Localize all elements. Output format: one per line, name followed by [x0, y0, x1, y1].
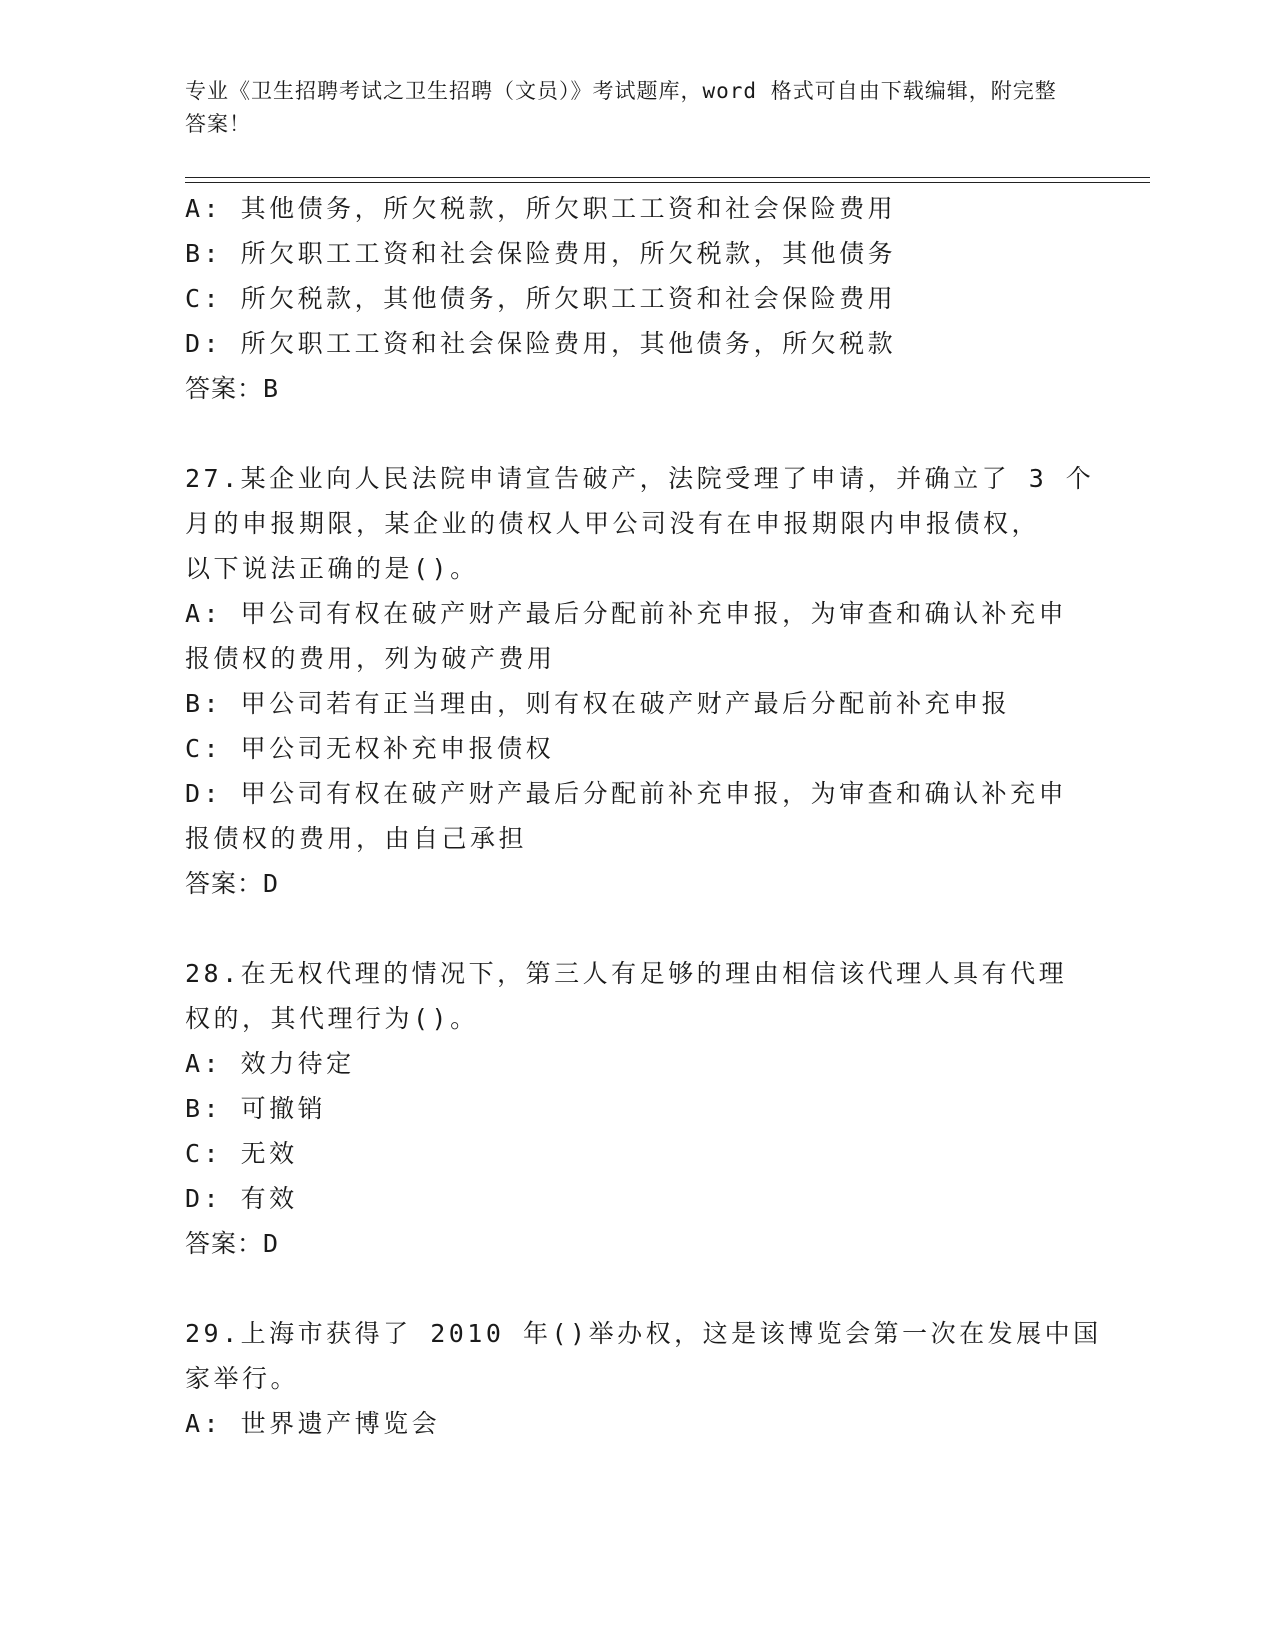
option-d: D: 所欠职工工资和社会保险费用，其他债务，所欠税款 — [185, 329, 897, 358]
question-29 — [185, 1311, 1102, 1446]
question-26 — [185, 186, 1085, 411]
answer-line: 答案：D — [185, 1229, 280, 1258]
question-text: 29.上海市获得了 2010 年()举办权，这是该博览会第一次在发展中国 — [185, 1319, 1102, 1348]
option-a-continued: 报债权的费用，列为破产费用 — [185, 644, 556, 673]
option-c: C: 无效 — [185, 1139, 298, 1168]
question-27 — [185, 456, 1095, 906]
option-b: B: 所欠职工工资和社会保险费用，所欠税款，其他债务 — [185, 239, 897, 268]
question-text: 27.某企业向人民法院申请宣告破产，法院受理了申请，并确立了 3 个 — [185, 464, 1095, 493]
option-a: A: 效力待定 — [185, 1049, 355, 1078]
answer-line: 答案：B — [185, 374, 280, 403]
spacer — [185, 1266, 1085, 1311]
question-28 — [185, 951, 1085, 1266]
option-a: A: 世界遗产博览会 — [185, 1409, 441, 1438]
question-text: 28.在无权代理的情况下，第三人有足够的理由相信该代理人具有代理 — [185, 959, 1068, 988]
option-d: D: 有效 — [185, 1184, 298, 1213]
question-text: 权的，其代理行为()。 — [185, 1004, 479, 1033]
spacer — [185, 906, 1085, 951]
option-d: D: 甲公司有权在破产财产最后分配前补充申报，为审查和确认补充申 — [185, 779, 1068, 808]
option-b: B: 可撤销 — [185, 1094, 327, 1123]
option-a: A: 其他债务，所欠税款，所欠职工工资和社会保险费用 — [185, 194, 897, 223]
header-divider-bottom — [185, 182, 1150, 183]
option-b: B: 甲公司若有正当理由，则有权在破产财产最后分配前补充申报 — [185, 689, 1011, 718]
spacer — [185, 411, 1085, 456]
option-d-continued: 报债权的费用，由自己承担 — [185, 824, 528, 853]
header-divider-top — [185, 177, 1150, 178]
question-list — [185, 186, 1102, 1446]
document-header: 专业《卫生招聘考试之卫生招聘（文员）》考试题库，word 格式可自由下载编辑，附完整答案！ — [185, 79, 1057, 136]
option-c: C: 甲公司无权补充申报债权 — [185, 734, 555, 763]
question-text: 月的申报期限，某企业的债权人甲公司没有在申报期限内申报债权， — [185, 509, 1041, 538]
question-text: 家举行。 — [185, 1364, 300, 1393]
option-a: A: 甲公司有权在破产财产最后分配前补充申报，为审查和确认补充申 — [185, 599, 1068, 628]
option-c: C: 所欠税款，其他债务，所欠职工工资和社会保险费用 — [185, 284, 897, 313]
question-text: 以下说法正确的是()。 — [185, 554, 479, 583]
answer-line: 答案：D — [185, 869, 280, 898]
